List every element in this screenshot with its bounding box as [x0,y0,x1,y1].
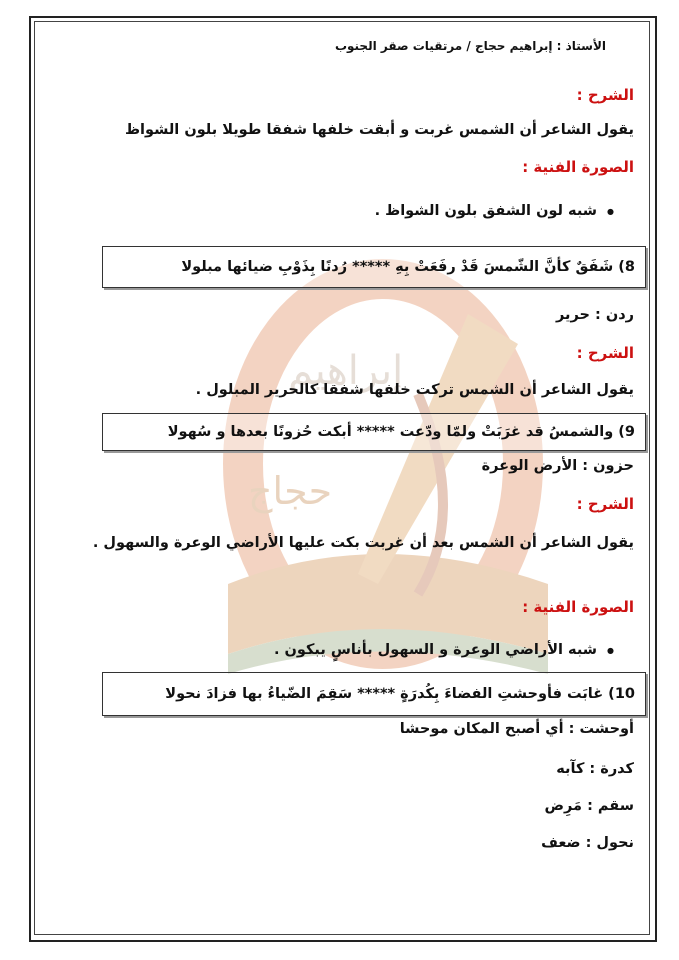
document-page [38,24,642,929]
verse-10-vocab-3: سقم : مَرِض [544,798,634,814]
verse-9-vocab: حزون : الأرض الوعرة [481,458,634,474]
watermark-word-2: حجاج [248,469,333,513]
verse-9-box: 9) والشمسُ قد غرَبَتْ ولمّا ودّعت ***** أبكت حُزونًا بعدها و سُهولا [102,413,646,451]
watermark-word-1: إبراهيم [288,348,404,394]
verse-10-vocab-1: أوحشت : أي أصبح المكان موحشا [399,721,634,737]
figurative-bullet-2: ● شبه الأراضي الوعرة و السهول بأناسٍ يبكون . [46,642,614,658]
verse-8-vocab: ردن : حرير [556,307,634,323]
explanation-title-2: الشرح : [576,344,634,362]
verse-10-vocab-2: كدرة : كآبه [556,761,634,777]
explanation-text-2: يقول الشاعر أن الشمس تركت خلفها شفقا كالحرير المبلول . [195,382,634,398]
explanation-text-1: يقول الشاعر أن الشمس غربت و أبقت خلفها شفقا طويلا بلون الشواظ [124,122,634,138]
explanation-title-1: الشرح : [576,86,634,104]
verse-10-vocab-4: نحول : ضعف [541,835,634,851]
verse-8-box: 8) شَفَقٌ كأنَّ الشّمسَ قَدْ رفَعَتْ بِهِ ***** رُدنًا بِذَوْبِ ضيائها مبلولا [102,246,646,288]
verse-10-box: 10) غابَت فأوحشتِ الفضاءَ بِكُدرَةٍ ***** سَقِمَ الضّياءُ بها فزادَ نحولا [102,672,646,716]
figurative-bullet-1: ● شبه لون الشفق بلون الشواظ . [46,203,614,219]
figurative-title-2: الصورة الفنية : [522,598,634,616]
explanation-title-3: الشرح : [576,495,634,513]
page-header: الأستاذ : إبراهيم حجاج / مرتقيات صقر الجنوب [334,39,606,53]
figurative-title-1: الصورة الفنية : [522,158,634,176]
explanation-text-3: يقول الشاعر أن الشمس بعد أن غربت بكت عليها الأراضي الوعرة والسهول . [92,535,634,551]
